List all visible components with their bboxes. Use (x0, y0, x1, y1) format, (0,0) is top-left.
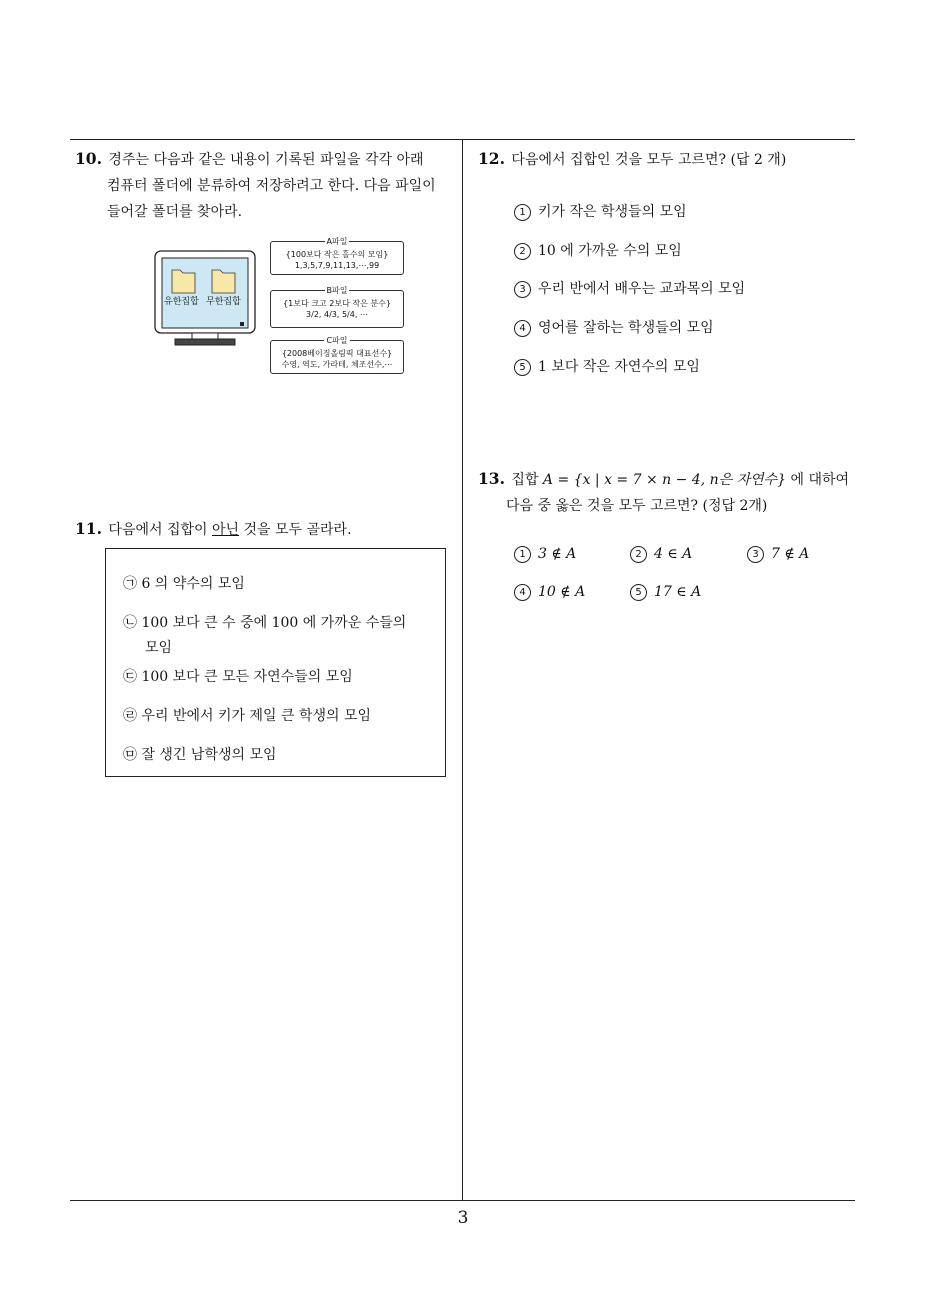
option-text: 10 에 가까운 수의 모임 (538, 243, 682, 259)
question-text: 다음 중 옳은 것을 모두 고르면? (정답 2개) (506, 498, 768, 514)
folder-label-infinite: 무한집합 (206, 297, 241, 307)
q11-choice-box (105, 548, 446, 777)
file-c-line1: {2008베이징올림픽 대표선수} (281, 349, 393, 358)
computer-illustration (150, 248, 260, 348)
option-mark: 3 (514, 281, 531, 298)
file-b-title: B파일 (326, 286, 348, 295)
item-text: 잘 생긴 남학생의 모임 (141, 747, 277, 763)
item-text-cont: 모임 (145, 640, 173, 656)
option-mark: 2 (630, 546, 647, 563)
set-expression: A = {x | x = 7 × n − 4, n은 자연수} (542, 472, 787, 488)
question-text-underlined: 아닌 (212, 522, 240, 538)
file-b-line2: 3/2, 4/3, 5/4, ⋯ (306, 310, 368, 319)
option-text: 키가 작은 학생들의 모임 (538, 204, 687, 220)
question-number: 12. (478, 149, 505, 168)
option-5[interactable] (630, 584, 701, 601)
question-text: 들어갈 폴더를 찾아라. (107, 204, 243, 220)
list-item (123, 572, 245, 597)
question-text: 다음에서 집합인 것을 모두 고르면? (답 2 개) (511, 152, 787, 168)
list-item (123, 704, 371, 729)
option-text: 우리 반에서 배우는 교과목의 모임 (538, 281, 746, 297)
item-text: 100 보다 큰 모든 자연수들의 모임 (141, 669, 353, 685)
option-4[interactable] (514, 584, 585, 601)
option-mark: 1 (514, 204, 531, 221)
option-mark: 3 (747, 546, 764, 563)
option-text: 1 보다 작은 자연수의 모임 (538, 359, 700, 375)
list-item (123, 611, 406, 661)
option-3[interactable] (747, 546, 809, 563)
bottom-rule (70, 1200, 855, 1201)
item-text: 100 보다 큰 수 중에 100 에 가까운 수들의 (141, 615, 407, 631)
item-text: 우리 반에서 키가 제일 큰 학생의 모임 (141, 708, 372, 724)
question-number: 13. (478, 469, 505, 488)
option-mark: 2 (514, 243, 531, 260)
option-1[interactable] (514, 546, 576, 563)
list-item (123, 743, 277, 768)
file-c-line2: 수영, 역도, 가라테, 체조선수,⋯ (281, 360, 393, 369)
item-mark: ㉢ (123, 669, 137, 685)
option-3[interactable] (514, 278, 745, 298)
file-a-title: A파일 (326, 237, 348, 246)
list-item (123, 665, 353, 690)
question-13 (478, 466, 863, 519)
option-text: 영어를 잘하는 학생들의 모임 (538, 320, 714, 336)
option-2[interactable] (514, 240, 682, 260)
question-10 (75, 146, 460, 225)
item-mark: ㉤ (123, 747, 137, 763)
item-mark: ㉠ (123, 576, 137, 592)
option-text: 4 ∈ A (654, 546, 693, 562)
option-mark: 1 (514, 546, 531, 563)
option-5[interactable] (514, 356, 700, 376)
item-text: 6 의 약수의 모임 (141, 576, 245, 592)
option-text: 17 ∈ A (654, 584, 702, 600)
file-b (270, 286, 404, 328)
question-text-pre: 다음에서 집합이 (108, 522, 212, 538)
option-mark: 5 (514, 359, 531, 376)
file-b-line1: {1보다 크고 2보다 작은 분수} (283, 299, 391, 308)
question-text: 경주는 다음과 같은 내용이 기록된 파일을 각각 아래 (108, 152, 424, 168)
item-mark: ㉡ (123, 615, 137, 631)
question-number: 10. (75, 149, 102, 168)
option-text: 7 ∉ A (771, 546, 810, 562)
option-text: 3 ∉ A (538, 546, 577, 562)
file-c-title: C파일 (326, 336, 348, 345)
file-c (270, 336, 404, 374)
folder-label-finite: 유한집합 (164, 297, 199, 307)
question-12 (478, 146, 858, 173)
question-text-post: 에 대하여 (786, 472, 850, 488)
item-mark: ㉣ (123, 708, 137, 724)
file-a-line2: 1,3,5,7,9,11,13,⋯,99 (294, 261, 380, 270)
question-text: 컴퓨터 폴더에 분류하여 저장하려고 한다. 다음 파일이 (107, 178, 436, 194)
file-a (270, 237, 404, 275)
question-number: 11. (75, 519, 102, 538)
option-mark: 4 (514, 320, 531, 337)
page-number: 3 (457, 1208, 469, 1228)
question-text-post: 것을 모두 골라라. (239, 522, 352, 538)
question-11 (75, 516, 460, 543)
option-mark: 5 (630, 584, 647, 601)
option-2[interactable] (630, 546, 692, 563)
option-1[interactable] (514, 201, 687, 221)
option-mark: 4 (514, 584, 531, 601)
file-a-line1: {100보다 작은 홀수의 모임} (285, 250, 389, 259)
column-divider (462, 139, 463, 1201)
option-4[interactable] (514, 317, 714, 337)
option-text: 10 ∉ A (538, 584, 586, 600)
question-text-pre: 집합 (511, 472, 543, 488)
